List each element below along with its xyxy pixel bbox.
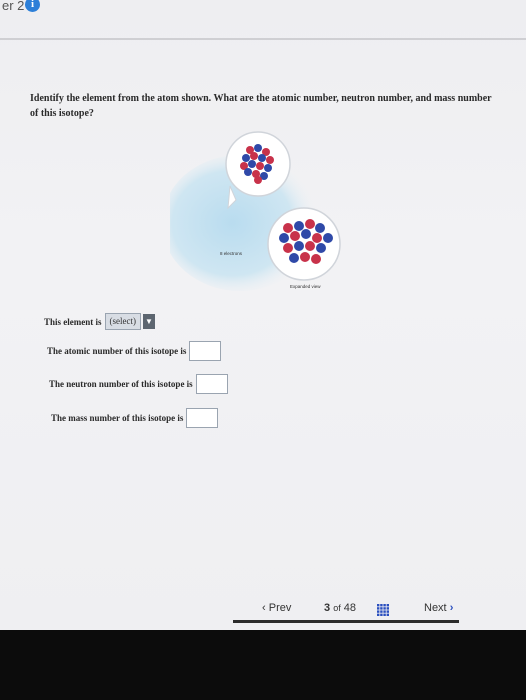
prev-button[interactable] — [262, 602, 291, 614]
expanded-view-circle — [268, 208, 340, 280]
chapter-label: er 2 — [2, 0, 25, 13]
next-label: Next — [424, 602, 447, 614]
element-label: This element is — [44, 316, 102, 327]
question-text: Identify the element from the atom shown. What are the atomic number, neutron number, and mass number of this isotope? — [30, 93, 492, 119]
mass-label: The mass number of this isotope is — [51, 413, 184, 423]
page-current: 3 — [324, 602, 331, 614]
element-select-value: (select) — [105, 313, 141, 330]
expanded-view-label: Expanded view — [290, 284, 321, 289]
atom-figure — [170, 128, 350, 298]
chevron-down-icon: ▼ — [143, 314, 155, 329]
chevron-right-icon: › — [449, 602, 454, 614]
neutron-row — [49, 374, 228, 394]
header-divider — [0, 38, 526, 40]
atomic-row — [47, 341, 221, 361]
next-button[interactable] — [424, 602, 453, 614]
grid-icon[interactable] — [377, 604, 389, 616]
element-row — [44, 313, 155, 330]
info-icon[interactable]: i — [25, 0, 40, 12]
prev-label: Prev — [268, 602, 292, 614]
mass-number-input[interactable] — [186, 408, 218, 428]
element-select[interactable] — [105, 313, 155, 330]
page-total: 48 — [343, 602, 357, 614]
chevron-left-icon: ‹ — [262, 602, 266, 614]
page-of: of — [333, 603, 341, 613]
atomic-label: The atomic number of this isotope is — [47, 346, 187, 356]
top-bar — [0, 0, 526, 16]
page-indicator — [324, 602, 356, 614]
nav-underline — [233, 620, 459, 623]
bottom-dark-area — [0, 630, 526, 700]
neutron-number-input[interactable] — [196, 374, 228, 394]
neutron-label: The neutron number of this isotope is — [49, 379, 193, 389]
atomic-number-input[interactable] — [189, 341, 221, 361]
electrons-label: 8 electrons — [220, 251, 243, 256]
mass-row — [51, 408, 218, 428]
